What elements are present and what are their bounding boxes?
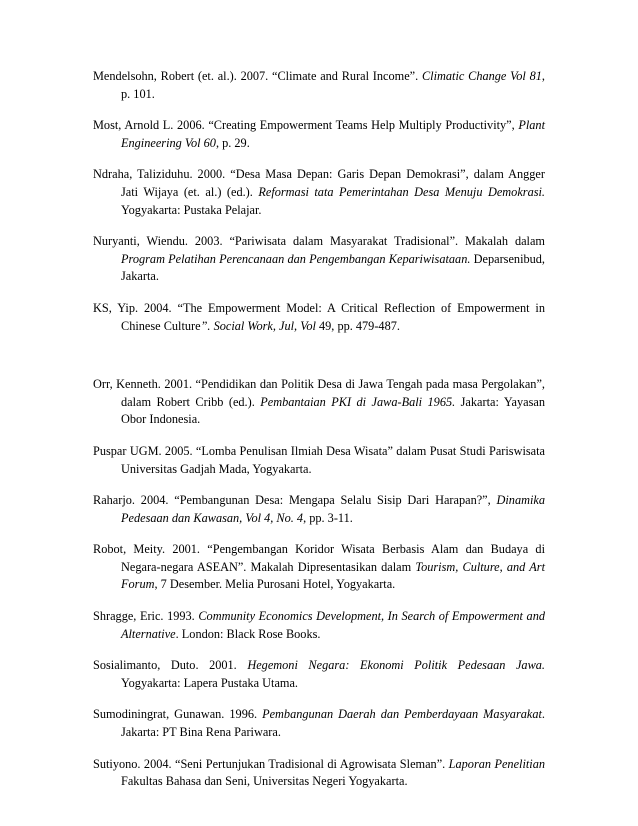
reference-entry-ks-yip: KS, Yip. 2004. “The Empowerment Model: A Critical Reflection of Empowerment in Chinese Culture”. Social Work, Jul, Vol 49, pp. 479-487. [93, 300, 545, 333]
reference-entry-sutiyono: Sutiyono. 2004. “Seni Pertunjukan Tradisional di Agrowisata Sleman”. Laporan Penelitian Fakultas Bahasa dan Seni, Universitas Negeri Yogyakarta. [93, 756, 545, 789]
reference-entry-ndraha: Ndraha, Taliziduhu. 2000. “Desa Masa Depan: Garis Depan Demokrasi”, dalam Angger Jati Wijaya (et. al.) (ed.). Reformasi tata Pemerintahan Desa Menuju Demokrasi. Yogyakarta: Pustaka Pelajar. [93, 167, 545, 217]
reference-entry-raharjo: Raharjo. 2004. “Pembangunan Desa: Mengapa Selalu Sisip Dari Harapan?”, Dinamika Pedesaan dan Kawasan, Vol 4, No. 4, pp. 3-11. [93, 493, 545, 525]
reference-entry-puspar: Puspar UGM. 2005. “Lomba Penulisan Ilmiah Desa Wisata” dalam Pusat Studi Pariswisata Universitas Gadjah Mada, Yogyakarta. [93, 443, 545, 476]
reference-entry-orr: Orr, Kenneth. 2001. “Pendidikan dan Politik Desa di Jawa Tengah pada masa Pergolakan”, dalam Robert Cribb (ed.). Pembantaian PKI di Jawa-Bali 1965. Jakarta: Yayasan Obor Indonesia. [93, 377, 545, 427]
reference-entry-mendelsohn: Mendelsohn, Robert (et. al.). 2007. “Climate and Rural Income”. Climatic Change Vol 81, p. 101. [93, 69, 545, 101]
reference-entry-sumodiningrat: Sumodiningrat, Gunawan. 1996. Pembangunan Daerah dan Pemberdayaan Masyarakat. Jakarta: PT Bina Rena Pariwara. [93, 707, 545, 740]
reference-entry-most: Most, Arnold L. 2006. “Creating Empowerment Teams Help Multiply Productivity”, Plant Engineering Vol 60, p. 29. [93, 118, 545, 150]
bibliography-list [93, 68, 545, 805]
reference-entry-shragge: Shragge, Eric. 1993. Community Economics Development, In Search of Empowerment and Alternative. London: Black Rose Books. [93, 609, 545, 641]
reference-entry-sosialimanto: Sosialimanto, Duto. 2001. Hegemoni Negara: Ekonomi Politik Pedesaan Jawa. Yogyakarta: Lapera Pustaka Utama. [93, 658, 545, 690]
reference-entry-nuryanti: Nuryanti, Wiendu. 2003. “Pariwisata dalam Masyarakat Tradisional”. Makalah dalam Program Pelatihan Perencanaan dan Pengembangan Kepariwisataan. Deparsenibud, Jakarta. [93, 234, 545, 284]
reference-entry-robot: Robot, Meity. 2001. “Pengembangan Koridor Wisata Berbasis Alam dan Budaya di Negara-negara ASEAN”. Makalah Dipresentasikan dalam Tourism, Culture, and Art Forum, 7 Desember. Melia Purosani Hotel, Yogyakarta. [93, 542, 545, 592]
